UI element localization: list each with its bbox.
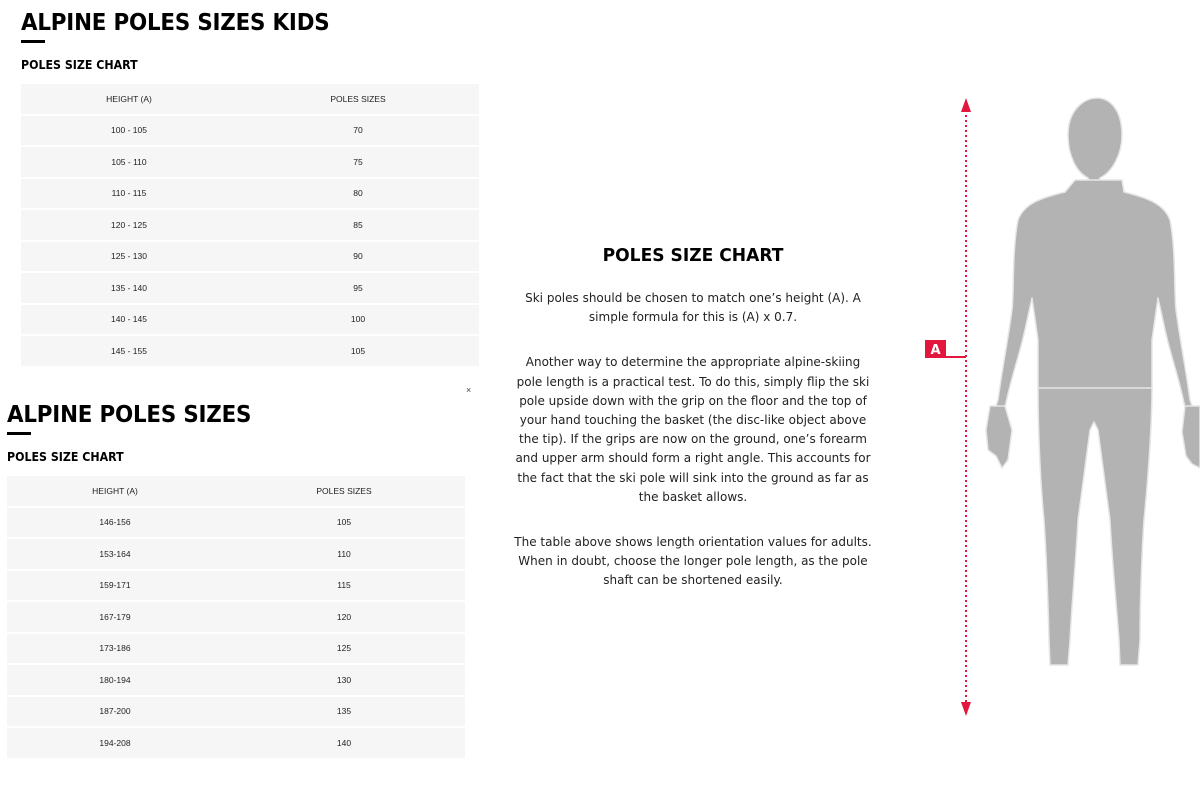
height-cell: 140 - 145 bbox=[21, 305, 237, 335]
pole-size-cell: 85 bbox=[237, 210, 479, 240]
height-cell: 146-156 bbox=[7, 508, 223, 538]
table-row bbox=[7, 508, 465, 538]
adult-title-underline bbox=[7, 432, 31, 435]
header-pole-size: POLES SIZES bbox=[237, 84, 479, 114]
table-row bbox=[7, 602, 465, 632]
table-row bbox=[21, 210, 479, 240]
pole-size-cell: 120 bbox=[223, 602, 465, 632]
pole-size-cell: 135 bbox=[223, 697, 465, 727]
pole-size-cell: 80 bbox=[237, 179, 479, 209]
kids-subtitle: POLES SIZE CHART bbox=[21, 58, 138, 72]
info-paragraph-note: The table above shows length orientation values for adults. When in doubt, choose the longer pole length, as the pole shaft can be shortened easily. bbox=[514, 535, 872, 588]
height-cell: 125 - 130 bbox=[21, 242, 237, 272]
height-cell: 120 - 125 bbox=[21, 210, 237, 240]
pole-size-cell: 90 bbox=[237, 242, 479, 272]
table-row bbox=[7, 697, 465, 727]
kids-size-table bbox=[21, 82, 479, 368]
arrow-up-icon bbox=[961, 98, 971, 112]
pole-size-cell: 140 bbox=[223, 728, 465, 758]
header-pole-size: POLES SIZES bbox=[223, 476, 465, 506]
figure-svg bbox=[900, 80, 1200, 730]
kids-title-underline bbox=[21, 40, 45, 43]
table-header-row bbox=[7, 476, 465, 506]
table-row bbox=[7, 728, 465, 758]
pole-size-cell: 70 bbox=[237, 116, 479, 146]
table-row bbox=[7, 665, 465, 695]
header-height: HEIGHT (A) bbox=[7, 476, 223, 506]
table-row bbox=[7, 634, 465, 664]
info-paragraph-formula: Ski poles should be chosen to match one’s height (A). A simple formula for this is (A) x 0.7. bbox=[525, 291, 861, 325]
pole-size-cell: 105 bbox=[223, 508, 465, 538]
height-cell: 145 - 155 bbox=[21, 336, 237, 366]
info-paragraph-practical-test: Another way to determine the appropriate alpine-skiing pole length is a practical test. To do this, simply flip the ski pole upside down with the grip on the floor and the top of your hand touching the basket (the disc-like object above the tip). If the grips are now on the ground, one’s forearm and upper arm should form a right angle. This accounts for the fact that the ski pole will sink into the ground as far as the basket allows. bbox=[515, 355, 871, 504]
adult-size-table bbox=[7, 474, 465, 760]
label-a-text: A bbox=[930, 343, 941, 358]
pole-size-cell: 100 bbox=[237, 305, 479, 335]
table-row bbox=[21, 336, 479, 366]
pole-size-cell: 125 bbox=[223, 634, 465, 664]
height-cell: 194-208 bbox=[7, 728, 223, 758]
table-row bbox=[21, 305, 479, 335]
table-row bbox=[21, 242, 479, 272]
info-title: POLES SIZE CHART bbox=[602, 245, 784, 266]
table-row bbox=[21, 116, 479, 146]
human-silhouette-icon bbox=[986, 98, 1200, 665]
height-figure bbox=[900, 80, 1200, 730]
table-header-row bbox=[21, 84, 479, 114]
pole-size-cell: 115 bbox=[223, 571, 465, 601]
table-row bbox=[21, 147, 479, 177]
height-cell: 153-164 bbox=[7, 539, 223, 569]
pole-size-cell: 105 bbox=[237, 336, 479, 366]
kids-section bbox=[21, 10, 479, 368]
height-cell: 135 - 140 bbox=[21, 273, 237, 303]
height-cell: 100 - 105 bbox=[21, 116, 237, 146]
pole-size-cell: 75 bbox=[237, 147, 479, 177]
pole-size-cell: 110 bbox=[223, 539, 465, 569]
height-cell: 105 - 110 bbox=[21, 147, 237, 177]
table-row bbox=[21, 179, 479, 209]
adult-title: ALPINE POLES SIZES bbox=[7, 402, 252, 428]
pole-size-cell: 95 bbox=[237, 273, 479, 303]
height-cell: 159-171 bbox=[7, 571, 223, 601]
height-cell: 173-186 bbox=[7, 634, 223, 664]
close-icon[interactable]: × bbox=[466, 385, 472, 395]
height-cell: 110 - 115 bbox=[21, 179, 237, 209]
adult-section bbox=[7, 402, 465, 760]
table-row bbox=[7, 539, 465, 569]
adult-subtitle: POLES SIZE CHART bbox=[7, 450, 124, 464]
kids-title: ALPINE POLES SIZES KIDS bbox=[21, 10, 330, 36]
header-height: HEIGHT (A) bbox=[21, 84, 237, 114]
pole-size-cell: 130 bbox=[223, 665, 465, 695]
height-cell: 167-179 bbox=[7, 602, 223, 632]
table-row bbox=[7, 571, 465, 601]
height-cell: 180-194 bbox=[7, 665, 223, 695]
info-panel bbox=[512, 244, 874, 591]
table-row bbox=[21, 273, 479, 303]
height-cell: 187-200 bbox=[7, 697, 223, 727]
arrow-down-icon bbox=[961, 702, 971, 716]
